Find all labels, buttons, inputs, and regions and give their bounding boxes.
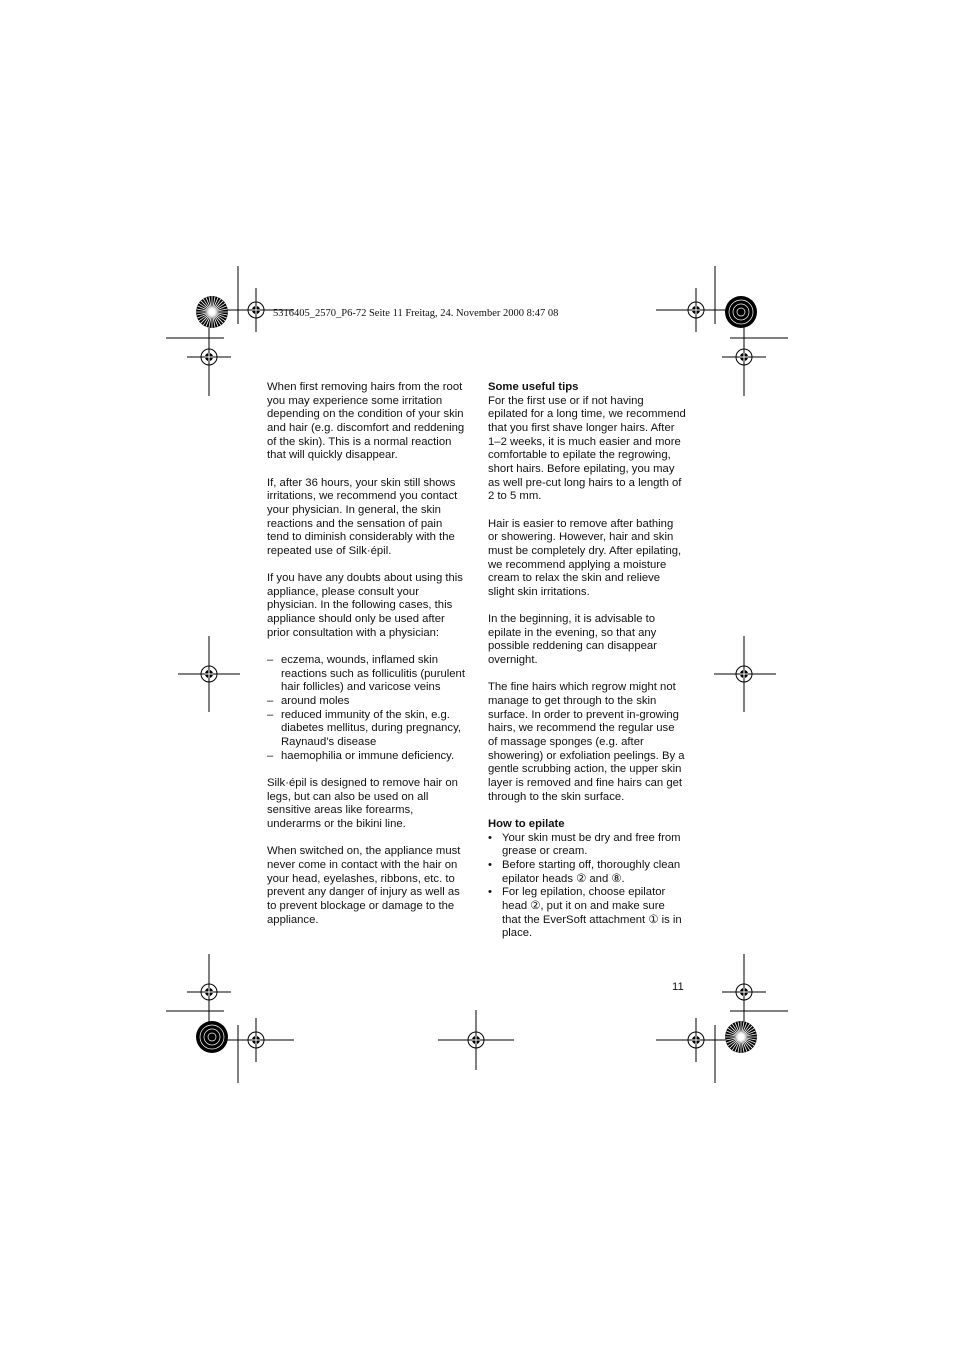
section-heading: How to epilate <box>488 817 565 830</box>
paragraph: If, after 36 hours, your skin still shows irritations, we recommend you contact your physician. In general, the skin reactions and the sensation of pain tend to diminish considerably with the repeated use of Silk·épil. <box>267 476 458 557</box>
list-item: • Your skin must be dry and free from grease or cream. <box>488 832 686 859</box>
section-heading: Some useful tips <box>488 381 579 393</box>
list-item: – around moles <box>267 695 465 709</box>
list-item: • For leg epilation, choose epilator head ②, put it on and make sure that the EverSoft attachment ① is in place. <box>488 886 686 941</box>
page-number: 11 <box>672 981 684 993</box>
paragraph: If you have any doubts about using this appliance, please consult your physician. In the following cases, this appliance should only be used after prior consultation with a physician: <box>267 572 463 639</box>
paragraph: In the beginning, it is advisable to epilate in the evening, so that any possible reddening can disappear overnight. <box>488 613 657 667</box>
paragraph: For the first use or if not having epilated for a long time, we recommend that you first shave longer hairs. After 1–2 weeks, it is much easier and more comfortable to epilate the regrowing, short hairs. Before epilating, you may as well pre-cut long hairs to a length of 2 to 5 mm. <box>488 394 686 503</box>
paragraph: When first removing hairs from the root you may experience some irritation depending on the condition of your skin and hair (e.g. discomfort and reddening of the skin). This is a normal reaction that will quickly disappear. <box>267 381 465 462</box>
instruction-list <box>488 832 686 941</box>
right-column <box>488 381 686 954</box>
list-item: – haemophilia or immune deficiency. <box>267 750 465 764</box>
paragraph: Silk·épil is designed to remove hair on legs, but can also be used on all sensitive areas like forearms, underarms or the bikini line. <box>267 776 458 830</box>
print-slug: 5316405_2570_P6-72 Seite 11 Freitag, 24. November 2000 8:47 08 <box>273 308 559 319</box>
list-item: – reduced immunity of the skin, e.g. diabetes mellitus, during pregnancy, Raynaud’s disease <box>267 709 465 750</box>
paragraph: Hair is easier to remove after bathing or showering. However, hair and skin must be completely dry. After epilating, we recommend applying a moisture cream to relax the skin and relieve slight skin irritations. <box>488 517 682 598</box>
paragraph: The fine hairs which regrow might not manage to get through to the skin surface. In order to prevent in-growing hairs, we recommend the regular use of massage sponges (e.g. after showering) or exfoliation peelings. By a gentle scrubbing action, the upper skin layer is removed and fine hairs can get through to the skin surface. <box>488 681 685 803</box>
list-item: • Before starting off, thoroughly clean epilator heads ② and ⑧. <box>488 859 686 886</box>
contraindication-list <box>267 654 465 763</box>
left-column <box>267 381 465 941</box>
paragraph: When switched on, the appliance must never come in contact with the hair on your head, eyelashes, ribbons, etc. to prevent any danger of injury as well as to prevent blockage or damage to the appliance. <box>267 845 461 926</box>
list-item: – eczema, wounds, inflamed skin reactions such as folliculitis (purulent hair follicles) and varicose veins <box>267 654 465 695</box>
